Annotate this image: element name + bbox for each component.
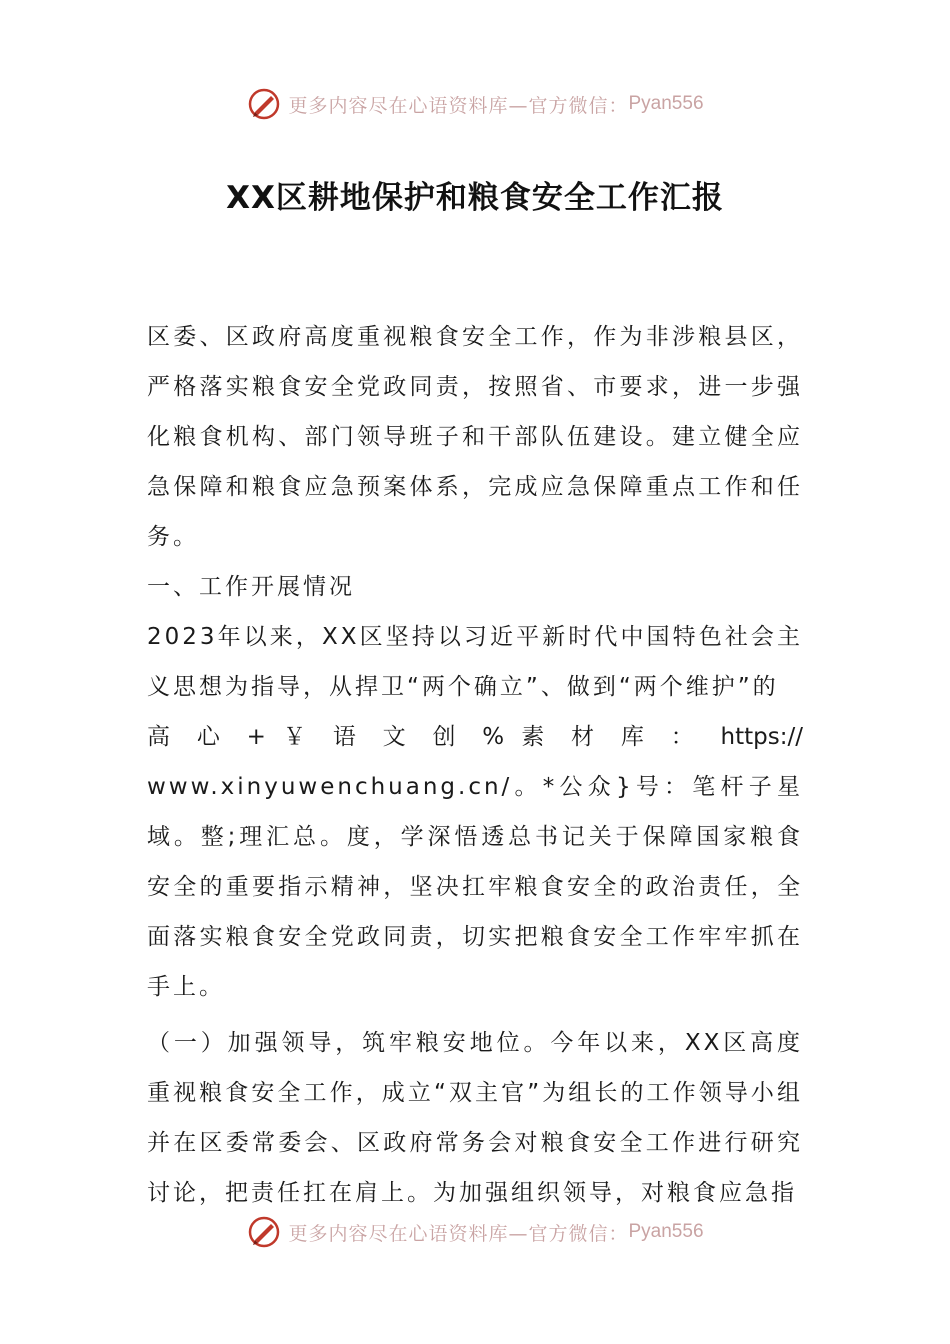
paragraph-ad-line: 高 心 + ￥ 语 文 创 % 素 材 库 ： https://	[147, 724, 803, 750]
paragraph-intro: 区委、区政府高度重视粮食安全工作，作为非涉粮县区，严格落实粮食安全党政同责，按照省、市要求，进一步强化粮食机构、部门领导班子和干部队伍建设。建立健全应急保障和粮食应急预案体系，完成应急保障重点工作和任务。	[147, 324, 803, 550]
document-body	[147, 312, 803, 1218]
banner-text: 更多内容尽在心语资料库—官方微信：	[288, 1222, 629, 1245]
document-title: XX区耕地保护和粮食安全工作汇报	[226, 180, 724, 216]
paragraph-work-cont: www.xinyuwenchuang.cn/。*公众}号：笔杆子星域。整;理汇总。度，学深悟透总书记关于保障国家粮食安全的重要指示精神，坚决扛牢粮食安全的政治责任，全面落实粮食安全党政同责，切实把粮食安全工作牢牢抓在手上。	[147, 774, 803, 1000]
paragraph-leadership: （一）加强领导，筑牢粮安地位。今年以来，XX区高度重视粮食安全工作，成立“双主官”为组长的工作领导小组并在区委常委会、区政府常务会对粮食安全工作进行研究讨论，把责任扛在肩上。为加强组织领导，对粮食应急指	[147, 1030, 803, 1206]
banner-text: 更多内容尽在心语资料库—官方微信：	[288, 94, 629, 117]
pen-logo-icon	[246, 1214, 282, 1250]
watermark-banner-bottom	[0, 1212, 950, 1252]
paragraph-work: 2023年以来，XX区坚持以习近平新时代中国特色社会主义思想为指导，从捍卫“两个确立”、做到“两个维护”的	[147, 624, 803, 700]
banner-wechat-id: Pyan556	[628, 1221, 704, 1242]
pen-logo-icon	[246, 86, 282, 122]
watermark-banner-top	[0, 84, 950, 124]
section-heading: 一、工作开展情况	[147, 574, 355, 600]
banner-wechat-id: Pyan556	[628, 93, 704, 114]
